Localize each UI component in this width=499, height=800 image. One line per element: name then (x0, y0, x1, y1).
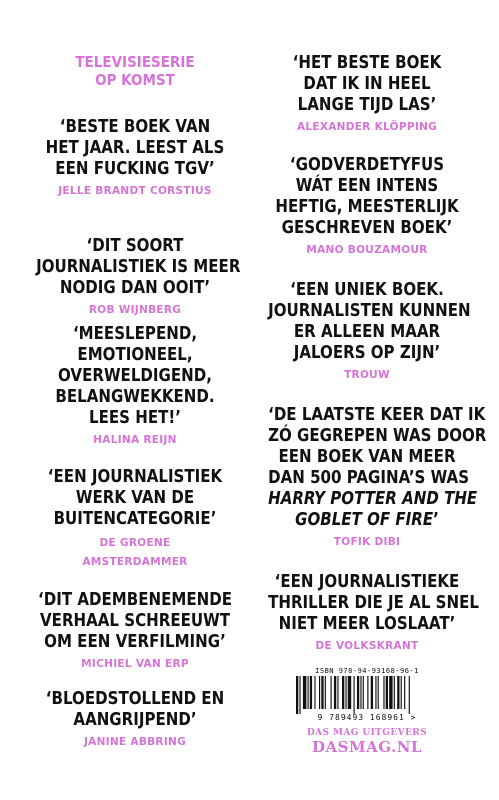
barcode-bar (299, 676, 300, 714)
quote-line: ‘EEN UNIEK BOEK. (290, 280, 444, 300)
heading-line: OP KOMST (95, 71, 175, 89)
quote-line: ‘DIT ADEMBENEMENDE (38, 590, 232, 610)
quote-text (36, 324, 234, 429)
quote-block (20, 590, 250, 671)
quote-line: EEN FUCKING TGV’ (55, 159, 215, 179)
publisher-block (252, 727, 482, 755)
quote-line: DAT IK IN HEEL (303, 74, 431, 94)
quote-line: VERHAAL SCHREEUWT (40, 611, 230, 631)
quote-line: LEES HET!’ (89, 408, 181, 428)
quote-block (20, 324, 250, 447)
isbn-label: ISBN 978-94-93168-96-1 (315, 667, 419, 675)
quote-text (36, 236, 241, 299)
quote-line: ‘BESTE BOEK VAN (59, 117, 211, 137)
barcode-bar (334, 676, 336, 709)
barcode-bar (371, 676, 373, 709)
barcode-bar (363, 676, 364, 709)
quote-line: EEN BOEK VAN MEER (278, 447, 456, 467)
quote-block (20, 689, 250, 749)
quote-block (20, 117, 250, 198)
quote-source: HALINA REIJN (93, 434, 177, 446)
quote-line: ‘DE LAATSTE KEER DAT IK (268, 405, 486, 425)
barcode-bar (401, 676, 402, 709)
barcode-bars (292, 676, 442, 714)
quote-text (268, 280, 471, 364)
barcode-bar (314, 676, 315, 709)
barcode-bar (383, 676, 384, 709)
quote-text (36, 117, 234, 180)
barcode-bar (354, 676, 355, 714)
quote-line: ER ALLEEN MAAR (293, 322, 441, 342)
quote-source: MICHIEL VAN ERP (81, 658, 189, 670)
book-title-italic: GOBLET OF FIRE (295, 510, 434, 530)
quote-line: ‘HET BESTE BOEK (292, 53, 442, 73)
series-heading (20, 53, 250, 89)
quote-text (268, 572, 479, 635)
quote-text (268, 155, 466, 239)
book-title-italic: HARRY POTTER AND THE (268, 489, 478, 509)
barcode-bar (325, 676, 326, 709)
barcode-bar (310, 676, 312, 709)
quote-line: ‘MEESLEPEND, (72, 324, 198, 344)
quote-line: ‘DIT SOORT (86, 236, 184, 256)
quote-block (252, 155, 482, 257)
barcode-bar (303, 676, 306, 709)
quote-source: JELLE BRANDT CORSTIUS (58, 185, 212, 197)
quote-line: OM EEN VERFILMING’ (44, 632, 226, 652)
quote-line: WERK VAN DE (75, 488, 195, 508)
barcode-bar (337, 676, 338, 709)
barcode-bar (375, 676, 376, 709)
quote-line: LANGE TIJD LAS’ (297, 95, 437, 115)
quote-line: NIET MEER LOSLAAT’ (278, 614, 456, 634)
quote-line: BUITENCATEGORIE’ (53, 509, 217, 529)
quote-block (20, 236, 250, 317)
barcode-bar (308, 676, 309, 709)
quote-line: ‘BLOEDSTOLLEND EN (45, 689, 225, 709)
quote-block (252, 53, 482, 134)
quote-line: ‘GODVERDETYFUS (289, 155, 445, 175)
barcode-bar (296, 676, 298, 714)
quote-line (268, 489, 478, 510)
quote-line: ‘EEN JOURNALISTIEKE (274, 572, 460, 592)
barcode-bar (378, 676, 379, 709)
barcode-bar (367, 676, 368, 709)
quote-line (268, 510, 466, 531)
barcode-bar (360, 676, 361, 709)
quote-block (252, 280, 482, 382)
barcode-digits: 9 789493 168961 > (317, 713, 417, 722)
barcode-bar (397, 676, 399, 709)
barcode-bar (394, 676, 395, 709)
quote-line: HET JAAR. LEEST ALS (45, 138, 225, 158)
quote-line: DAN 500 PAGINA’S WAS (268, 468, 470, 488)
quote-line: ‘EEN JOURNALISTIEK (47, 467, 223, 487)
quote-text (268, 405, 487, 531)
heading-line: TELEVISIESERIE (75, 53, 195, 71)
quote-line: NODIG DAN OOIT’ (59, 278, 211, 298)
quote-source: MANO BOUZAMOUR (306, 244, 428, 256)
quote-line: ZÓ GEGREPEN WAS DOOR (268, 426, 487, 446)
barcode-bar (409, 676, 410, 714)
quote-line: HEFTIG, MEESTERLIJK (275, 197, 459, 217)
quote-line: BELANGWEKKEND. (55, 387, 215, 407)
closing-quote: ’ (433, 510, 439, 530)
quote-line: WÁT EEN INTENS (295, 176, 439, 196)
quote-source: ALEXANDER KLÖPPING (296, 121, 438, 133)
quote-source: DE VOLKSKRANT (315, 640, 419, 652)
quote-block (20, 467, 250, 572)
barcode-bar (321, 676, 323, 709)
publisher-name: DAS MAG UITGEVERS (306, 728, 428, 738)
quote-source: DE GROENE AMSTERDAMMER (82, 537, 188, 568)
barcode-bar (404, 676, 405, 709)
quote-source: TROUW (344, 369, 390, 381)
quote-line: JOURNALISTIEK IS MEER (36, 257, 241, 277)
isbn-barcode (287, 667, 447, 725)
quote-block (252, 405, 487, 549)
quote-source: ROB WIJNBERG (88, 304, 182, 316)
quote-line: EMOTIONEEL, (77, 345, 193, 365)
barcode-bar (345, 676, 346, 709)
quote-text (36, 467, 234, 530)
barcode-bar (319, 676, 320, 709)
quote-line: OVERWELDIGEND, (58, 366, 212, 386)
barcode-bar (386, 676, 388, 709)
publisher-site: DASMAG.NL (312, 738, 422, 756)
quote-line: GESCHREVEN BOEK’ (281, 218, 453, 238)
quote-text (36, 590, 234, 653)
quote-text (36, 689, 234, 731)
quote-source: TOFIK DIBI (333, 536, 401, 548)
quote-block (252, 572, 482, 653)
quote-text (268, 53, 466, 116)
barcode-bar (389, 676, 392, 709)
quote-line: THRILLER DIE JE AL SNEL (268, 593, 479, 613)
barcode-bar (331, 676, 332, 709)
quote-source: JANINE ABBRING (83, 736, 187, 748)
quote-line: JOURNALISTEN KUNNEN (268, 301, 471, 321)
barcode-bar (348, 676, 351, 709)
quote-line: AANGRIJPEND’ (73, 710, 197, 730)
barcode-bar (357, 676, 359, 709)
quote-line: JALOERS OP ZIJN’ (293, 343, 441, 363)
barcode-bar (342, 676, 344, 709)
